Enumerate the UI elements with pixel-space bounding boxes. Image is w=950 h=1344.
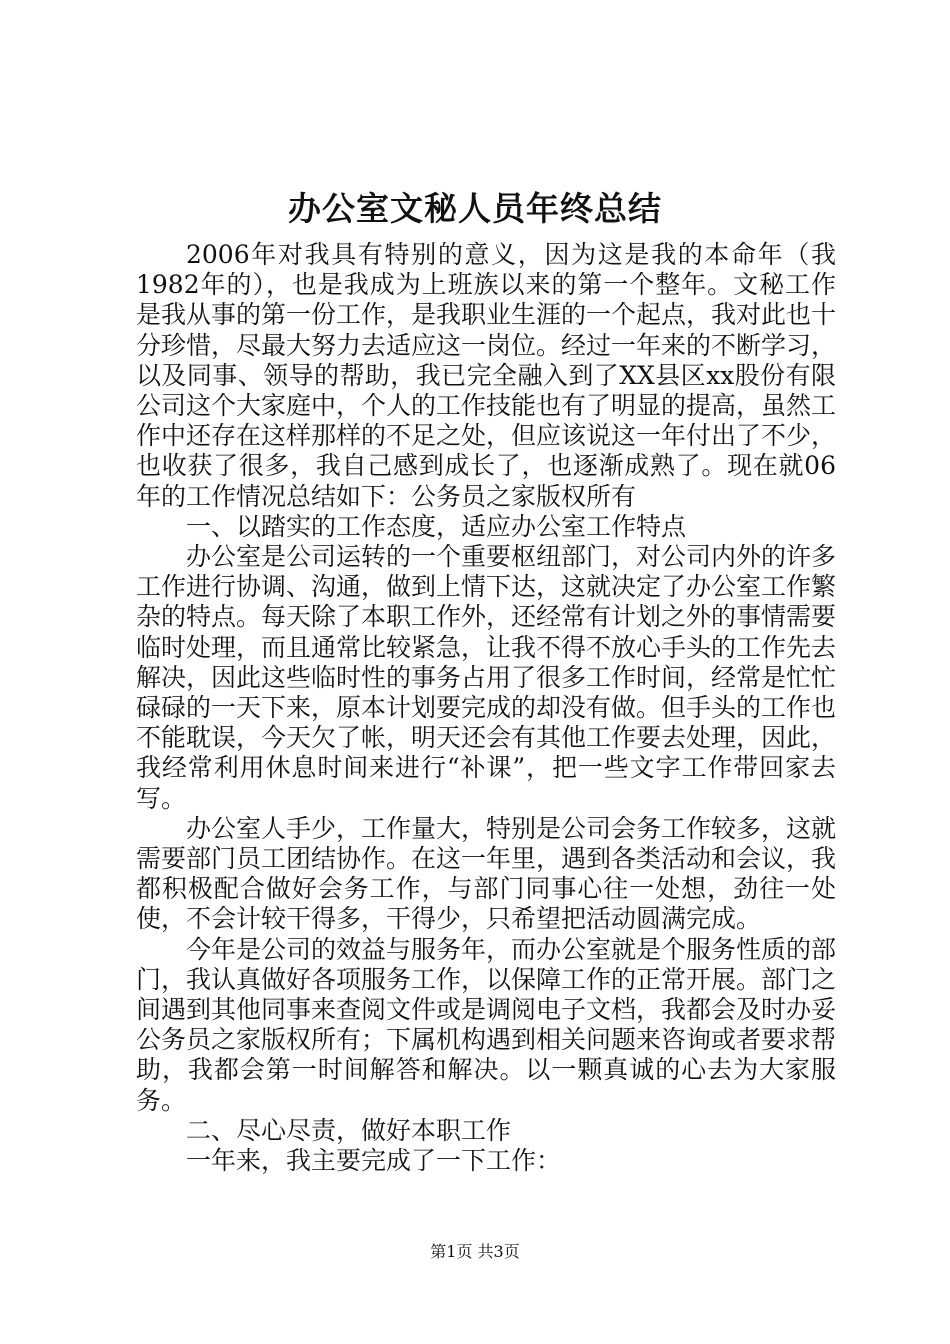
section-heading-2: 二、尽心尽责，做好本职工作 xyxy=(186,1115,512,1145)
intro-paragraph: 2006年对我具有特别的意义，因为这是我的本命年（我1982年的），也是我成为上班族以来的第一个整年。文秘工作是我从事的第一份工作，是我职业生涯的一个起点，我对此也十分珍惜，尽最大努力去适应这一岗位。经过一年来的不断学习，以及同事、领导的帮助，我已完全融入到了XX县区xx股份有限公司这个大家庭中，个人的工作技能也有了明显的提高，虽然工作中还存在这样那样的不足之处，但应该说这一年付出了不少，也收获了很多，我自己感到成长了，也逐渐成熟了。现在就06年的工作情况总结如下：公务员之家版权所有 xyxy=(136,240,837,511)
page-number-footer: 第1页 共3页 xyxy=(430,1242,520,1261)
section-heading-1: 一、以踏实的工作态度，适应办公室工作特点 xyxy=(186,511,687,541)
body-paragraph: 办公室是公司运转的一个重要枢纽部门，对公司内外的许多工作进行协调、沟通，做到上情下达，这就决定了办公室工作繁杂的特点。每天除了本职工作外，还经常有计划之外的事情需要临时处理，而且通常比较紧急，让我不得不放心手头的工作先去解决，因此这些临时性的事务占用了很多工作时间，经常是忙忙碌碌的一天下来，原本计划要完成的却没有做。但手头的工作也不能耽误，今天欠了帐，明天还会有其他工作要去处理，因此，我经常利用休息时间来进行“补课”，把一些文字工作带回家去写。 xyxy=(136,542,837,813)
document-title: 办公室文秘人员年终总结 xyxy=(288,189,662,228)
body-paragraph: 一年来，我主要完成了一下工作： xyxy=(186,1146,562,1176)
body-paragraph: 办公室人手少，工作量大，特别是公司会务工作较多，这就需要部门员工团结协作。在这一年里，遇到各类活动和会议，我都积极配合做好会务工作，与部门同事心往一处想，劲往一处使，不会计较干得多，干得少，只希望把活动圆满完成。 xyxy=(136,813,837,934)
document-body xyxy=(136,240,836,1176)
body-paragraph: 今年是公司的效益与服务年，而办公室就是个服务性质的部门，我认真做好各项服务工作，以保障工作的正常开展。部门之间遇到其他同事来查阅文件或是调阅电子文档，我都会及时办妥公务员之家版权所有；下属机构遇到相关问题来咨询或者要求帮助，我都会第一时间解答和解决。以一颗真诚的心去为大家服务。 xyxy=(136,934,837,1115)
